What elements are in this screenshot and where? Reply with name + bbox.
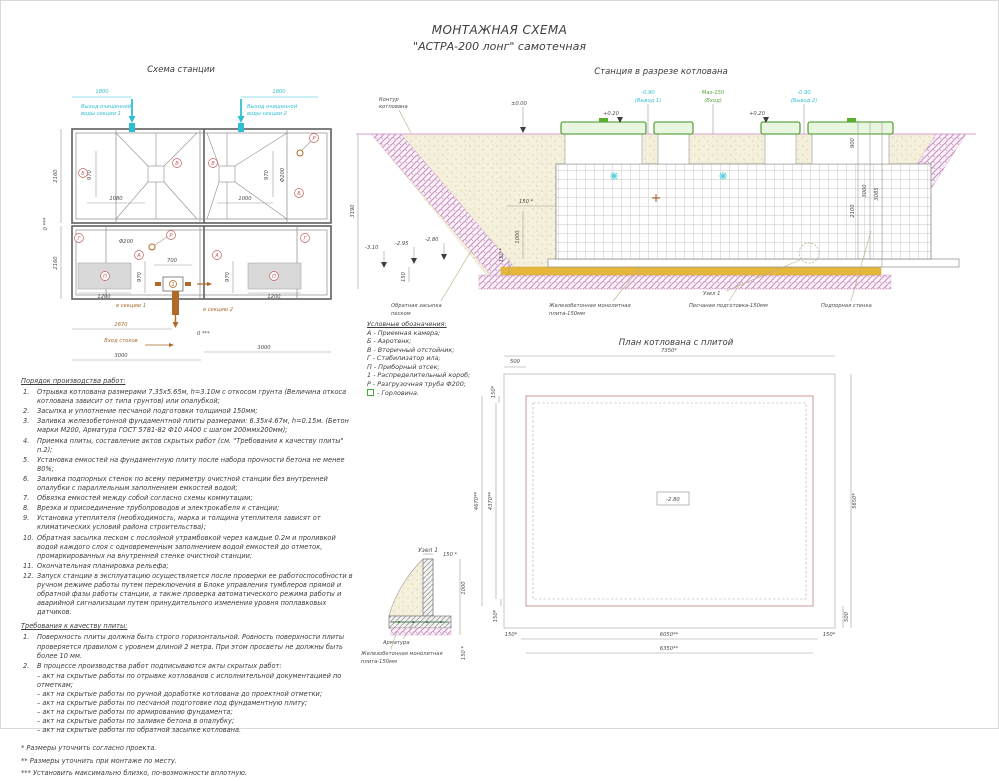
node1-callout: Узел 1 xyxy=(703,291,721,297)
dim-150-sand: 150 xyxy=(401,272,407,282)
svg-text:Г: Г xyxy=(303,236,307,242)
svg-text:Б: Б xyxy=(297,191,301,197)
dim-1080: 1080 xyxy=(109,196,123,202)
gap-note-left: 0 *** xyxy=(43,217,49,231)
tag-V1 xyxy=(173,159,182,168)
tag-P2 xyxy=(270,272,279,281)
footnotes xyxy=(21,744,355,777)
svg-text:П: П xyxy=(103,274,107,280)
pit-plan-drawing xyxy=(461,336,881,666)
svg-text:Р: Р xyxy=(169,233,173,239)
work-item: Заливка железобетонной фундаментной плиты размерами: 6.35х4.67м, h=0.15м. (Бетон марки М200, Арматура ГОСТ 5781-82 Ф10 А400 с шагом 200ммх200мм); xyxy=(37,417,349,435)
rebar-label: Арматура xyxy=(383,640,410,646)
svg-text:П: П xyxy=(272,274,276,280)
svg-text:Г: Г xyxy=(77,236,81,242)
neck-square-icon xyxy=(367,389,374,396)
act-item: – акт на скрытые работы по ручной доработке котлована до проектной отметки; xyxy=(37,690,323,698)
plan-hoppers xyxy=(116,133,287,219)
page-subtitle: "АСТРА-200 лонг" самотечная xyxy=(413,40,586,53)
station-plan-title: Схема станции xyxy=(147,65,215,75)
level-m280: -2.80 xyxy=(425,237,439,243)
tag-1: 1 xyxy=(171,282,175,288)
retaining-wall-label: Подпорная стенка xyxy=(821,303,872,309)
dim-2160-top: 2160 xyxy=(53,169,59,183)
dim-6350: 6350** xyxy=(659,646,679,652)
req-item: В процессе производства работ подписываются акты скрытых работ: xyxy=(37,661,282,670)
tag-G2 xyxy=(301,234,310,243)
node1-geometry xyxy=(389,559,451,635)
tank-lids xyxy=(561,118,893,134)
dim-phi200-bottom: Ф200 xyxy=(118,239,134,245)
act-item: – акт на скрытые работы по обратной засыпке котлована. xyxy=(37,726,242,735)
dim-3190: 3190 xyxy=(350,204,356,218)
gap-note-bottom: 0 *** xyxy=(197,331,210,337)
dim-3000-left: 3000 xyxy=(114,353,128,359)
plate-req-list xyxy=(21,633,355,670)
work-item: Приемка плиты, составление актов скрытых работ (см. "Требования к качеству плиты" п.2); xyxy=(37,436,344,454)
pit-contour-label-1: Контур xyxy=(379,97,399,103)
plate-req-title: Требования к качеству плиты: xyxy=(21,622,128,631)
dim-150-bottomleft: 150* xyxy=(493,609,499,623)
work-item: Установка емкостей на фундаментную плиту после набора прочности бетона не менее 80%; xyxy=(37,455,345,473)
tag-V2 xyxy=(209,159,218,168)
level-m310: -3.10 xyxy=(365,245,379,251)
inlet-name: (Вход) xyxy=(704,98,722,104)
req-item: Поверхность плиты должна быть строго горизонтальной. Ровность поверхности плиты проверяется правилом с уровнем длиной 2 метра. При этом просветы не должны быть более 10 мм. xyxy=(37,633,345,660)
dim-700: 700 xyxy=(167,258,177,264)
act-item: – акт на скрытые работы по песчаной подготовке под фундаментную плиту; xyxy=(37,699,308,708)
work-item: Заливка подпорных стенок по всему периметру очистной станции без внутренней опалубки с параллельным заполнением емкостей водой; xyxy=(37,474,328,493)
dim-3085: 3085 xyxy=(874,187,880,201)
dim-1800-1: 1800 xyxy=(95,89,109,95)
tag-A2 xyxy=(213,251,222,260)
tag-B2 xyxy=(295,189,304,198)
dim-1000-wall: 1000 xyxy=(461,581,467,595)
concrete-slab xyxy=(548,259,959,267)
slab-label-1: Железобетонная монолитная xyxy=(549,303,631,309)
work-item: Врезка и присоединение трубопроводов и электрокабеля к станции; xyxy=(37,504,280,513)
node-slab-label-2: плита-150мм xyxy=(361,659,397,665)
tag-B1 xyxy=(79,169,88,178)
pit-plan-rects xyxy=(504,374,835,628)
footnote: *** Установить максимально близко, по-возможности вплотную. xyxy=(21,768,248,777)
dim-900: 900 xyxy=(850,138,856,148)
work-item: Запуск станции в эксплуатацию осуществляется после проверки ее работоспособности в ручном режиме работы путем переключения в Блоке управления тумблеров прямой и обратной фазы работы станции, а также проверка автоматического режима работы и аварийной сигнализации путем принудительного изменения уровня поплавковых датчиков. xyxy=(37,571,353,617)
legend-item: Р - Разгрузочная труба Ф200; xyxy=(367,380,466,389)
dim-150-topleft: 150* xyxy=(491,385,497,399)
dim-phi200: Ф200 xyxy=(280,167,286,183)
dim-1800-2: 1800 xyxy=(272,89,286,95)
page-title: МОНТАЖНАЯ СХЕМА xyxy=(431,23,568,37)
dim-6050: 6050** xyxy=(659,632,679,638)
backfill-label-2: песком xyxy=(391,311,411,317)
dim-150-edge: 150 * xyxy=(499,247,505,263)
dim-3000: 3000 xyxy=(862,184,868,198)
dim-150-bl: 150* xyxy=(504,632,518,638)
node-slab-label-1: Железобетонная монолитная xyxy=(361,651,443,657)
work-item: Установка утеплителя (необходимость, марка и толщина утеплителя зависят от климатических условий района строительства); xyxy=(37,514,321,532)
dim-500-top: 500 xyxy=(510,359,520,365)
sand-layer xyxy=(501,267,881,275)
tag-G1 xyxy=(75,234,84,243)
inlet-pipe xyxy=(172,291,179,315)
pit-bottom-level: -2.80 xyxy=(666,497,680,503)
legend-item: В - Вторичный отстойник; xyxy=(367,345,455,354)
work-item: Отрывка котлована размерами 7.35х5.65м, h=3.10м с откосом грунта (Величина откоса котлована зависит от типа грунтов) или опалубкой; xyxy=(37,388,347,406)
dim-970: 970 xyxy=(264,170,270,180)
dim-1200: 1200 xyxy=(97,294,111,300)
sand-label: Песчаная подготовка-150мм xyxy=(689,303,768,309)
slab-label-2: плита-150мм xyxy=(549,311,585,317)
outlet2-name: (Вывод 2) xyxy=(790,98,818,104)
dim-150-br: 150* xyxy=(822,632,836,638)
dim-150-slab: 150 * xyxy=(461,645,467,661)
outlet1-name: (Вывод 1) xyxy=(634,98,662,104)
level-plus020-1: +0.20 xyxy=(603,111,619,117)
dim-3000-right: 3000 xyxy=(257,345,271,351)
tag-A1 xyxy=(135,251,144,260)
work-item: Окончательная планировка рельефа; xyxy=(37,561,169,570)
dim-2670: 2670 xyxy=(114,322,128,328)
act-item: – акт на скрытые работы по заливке бетона в опалубку; xyxy=(37,717,235,726)
dim-4670: 4670** xyxy=(474,491,480,511)
svg-text:В: В xyxy=(175,161,179,167)
dim-970: 970 xyxy=(137,272,143,282)
outlet2-label-1: Выход очищенной xyxy=(247,104,298,110)
dim-150-overhang: 150 * xyxy=(519,199,534,205)
plan-outlets xyxy=(72,89,318,132)
section-view-title: Станция в разрезе котлована xyxy=(594,67,728,77)
plan-instrument-bays xyxy=(78,263,301,300)
level-m295: -2.95 xyxy=(395,241,409,247)
svg-text:Б: Б xyxy=(81,171,85,177)
inlet-label: Вход стоков xyxy=(104,338,138,344)
dim-2100: 2100 xyxy=(850,204,856,218)
tag-P1 xyxy=(101,272,110,281)
legend-item: П - Приборный отсек; xyxy=(367,362,440,371)
level-0: ±0.00 xyxy=(511,101,527,107)
work-item: Засыпка и уплотнение песчаной подготовки толщиной 150мм; xyxy=(37,407,258,416)
legend-title: Условные обозначения: xyxy=(367,320,447,328)
work-order-block xyxy=(21,377,355,781)
legend-item: Б - Аэротенк; xyxy=(367,337,412,346)
to-section1-label: в секцию 1 xyxy=(116,303,147,309)
dim-150-wall: 150 * xyxy=(443,552,458,558)
pit-contour-label-2: котлована xyxy=(379,104,408,110)
work-item: Обвязка емкостей между собой согласно схемы коммутации; xyxy=(37,494,253,503)
sand-and-slab xyxy=(501,259,959,275)
dim-1200: 1200 xyxy=(267,294,281,300)
work-order-list xyxy=(21,388,355,617)
node1-title: Узел 1 xyxy=(418,547,439,554)
outlet1-label-1: Выход очищенной xyxy=(81,104,132,110)
discharge-pipe-symbol xyxy=(297,150,303,156)
dim-2160-bottom: 2160 xyxy=(53,256,59,270)
act-item: – акт на скрытые работы по отрывке котлованов с исполнительной документацией по отметкам; xyxy=(37,671,342,689)
dim-970: 970 xyxy=(225,272,231,282)
work-order-title: Порядок производства работ: xyxy=(21,377,126,385)
outlet2-label-2: воды секции 2 xyxy=(247,111,287,117)
dim-1000: 1000 xyxy=(238,196,252,202)
section-view-drawing xyxy=(351,71,981,341)
svg-text:В: В xyxy=(211,161,215,167)
svg-text:А: А xyxy=(137,253,141,259)
legend-item: А - Приемная камера; xyxy=(367,328,441,337)
outlet1-level: -0.90 xyxy=(641,90,655,96)
station-plan-drawing xyxy=(21,63,341,373)
dim-5650: 5650* xyxy=(852,493,858,509)
legend-item: 1 - Распределительный короб; xyxy=(367,371,471,380)
footnote: * Размеры уточнить согласно проекта. xyxy=(21,744,157,753)
dim-7350: 7350* xyxy=(661,348,677,354)
level-plus020-2: +0.20 xyxy=(749,111,765,117)
plan-left-dims xyxy=(43,129,61,299)
dim-1000-edge: 1000 xyxy=(515,230,521,244)
svg-text:Р: Р xyxy=(312,136,316,142)
work-item: Обратная засыпка песком с послойной утрамбовкой через каждые 0.2м и проливкой водой каждого слоя с одновременным заполнением водой емкостей до отметок, промаркированных на внутренней стенке очистной станции; xyxy=(37,533,336,560)
plan-compartment-letters xyxy=(75,134,319,281)
svg-text:А: А xyxy=(215,253,219,259)
to-section2-label: в секцию 2 xyxy=(203,307,234,313)
legend-item: Г - Стабилизатор ила; xyxy=(367,354,441,363)
discharge-pipe-symbol xyxy=(149,244,155,250)
dim-500-right: 500 xyxy=(844,612,850,622)
hidden-works-acts xyxy=(21,672,355,736)
backfill-label-1: Обратная засыпка xyxy=(391,303,442,309)
inlet-max-level: Max-150 xyxy=(701,90,725,96)
legend-item-label: - Горловина. xyxy=(377,388,419,397)
dim-4370: 4370** xyxy=(488,491,494,511)
footnote: ** Размеры уточнить при монтаже по месту. xyxy=(21,756,177,765)
act-item: – акт на скрытые работы по армированию фундамента; xyxy=(37,708,233,717)
tag-R1 xyxy=(167,231,176,240)
node1-detail-drawing xyxy=(361,541,511,691)
outlet1-label-2: воды секции 1 xyxy=(81,111,121,117)
outlet2-level: -0.90 xyxy=(797,90,811,96)
dim-970: 970 xyxy=(87,170,93,180)
plan-bottom-dims xyxy=(72,303,331,360)
pit-plan-title: План котлована с плитой xyxy=(618,338,734,348)
